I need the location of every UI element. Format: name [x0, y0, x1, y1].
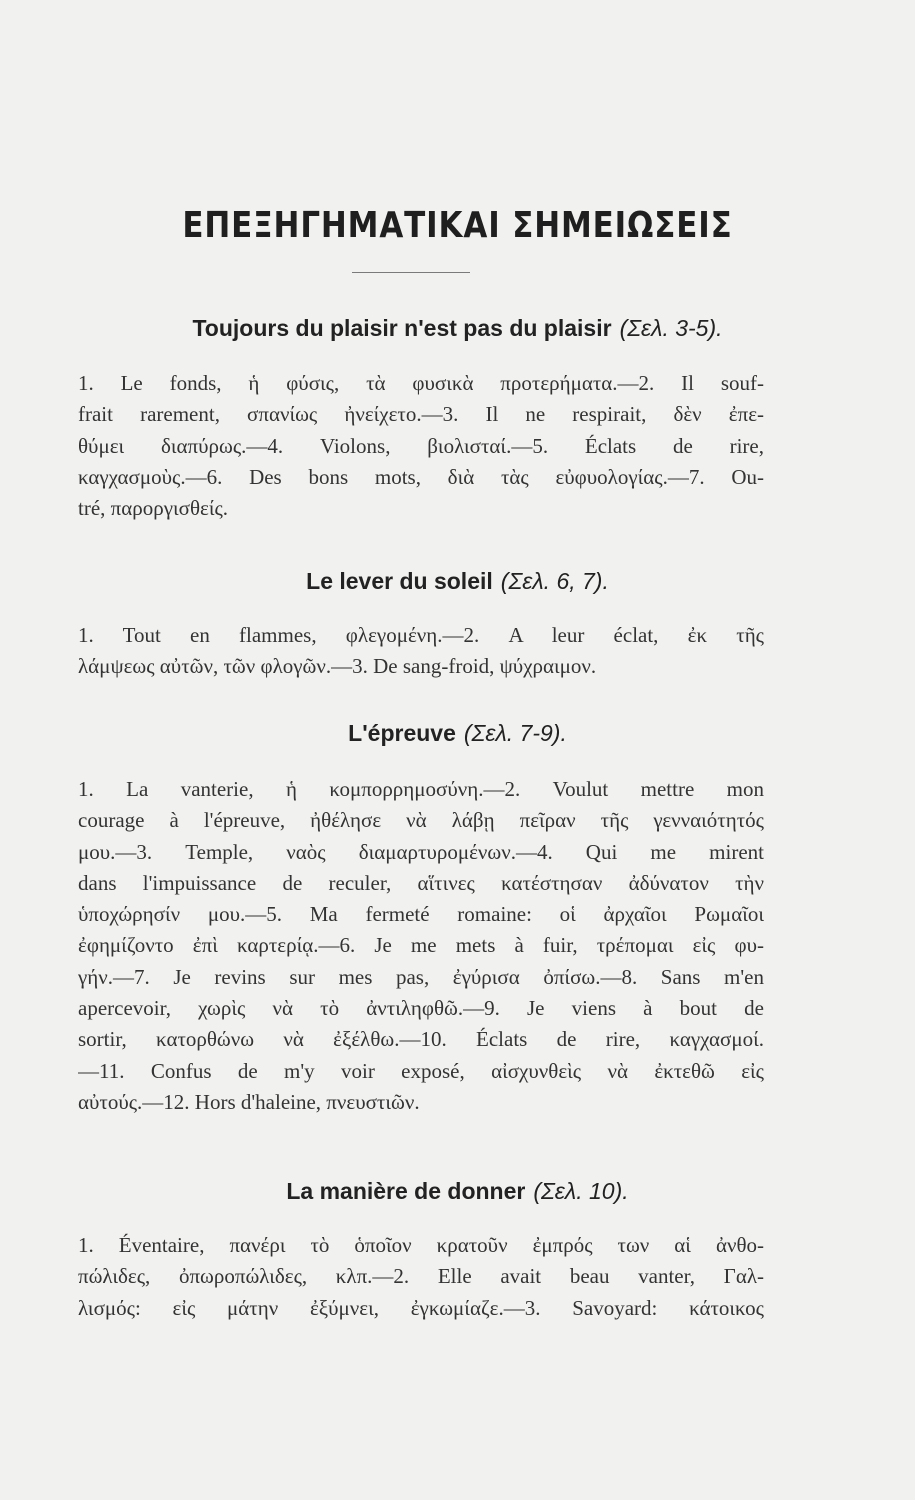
text-line: 1. La vanterie, ἡ κομπορρημοσύνη.—2. Voulut mettre mon: [78, 777, 764, 801]
text-line: dans l'impuissance de reculer, αἵτινες κατέστησαν ἀδύνατον τὴν: [78, 870, 764, 895]
text-line: —11. Confus de m'y voir exposé, αἰσχυνθεὶς νὰ ἐκτεθῶ εἰς: [78, 1058, 764, 1083]
section-body-3: [78, 774, 764, 1118]
text-line: λισμός: εἰς μάτην ἐξύμνει, ἐγκωμίαζε.—3. Savoyard: κάτοικος: [78, 1295, 764, 1320]
text-line: ὑποχώρησίν μου.—5. Ma fermeté romaine: οἱ ἀρχαῖοι Ρωμαῖοι: [78, 902, 764, 927]
text-line: 1. Tout en flammes, φλεγομένη.—2. A leur éclat, ἐκ τῆς: [78, 623, 764, 647]
section-heading-2: [0, 568, 915, 595]
section-heading-text: L'épreuve: [348, 720, 456, 746]
section-body-1: [78, 368, 764, 524]
section-heading-text: La manière de donner: [286, 1178, 526, 1204]
section-heading-4: [0, 1178, 915, 1205]
section-heading-3: [0, 720, 915, 747]
text-line: ἐφημίζοντο ἐπὶ καρτερίᾳ.—6. Je me mets à fuir, τρέπομαι εἰς φυ-: [78, 933, 764, 958]
text-line: μου.—3. Temple, ναὸς διαμαρτυρομένων.—4. Qui me mirent: [78, 839, 764, 864]
section-heading-1: [0, 315, 915, 342]
section-heading-text: Le lever du soleil: [306, 568, 493, 594]
text-line: frait rarement, σπανίως ἠνείχετο.—3. Il ne respirait, δὲν ἐπε-: [78, 402, 764, 427]
text-line: apercevoir, χωρὶς νὰ τὸ ἀντιληφθῶ.—9. Je viens à bout de: [78, 996, 764, 1021]
text-line: αὐτούς.—12. Hors d'haleine, πνευστιῶν.: [78, 1089, 420, 1114]
text-line: λάμψεως αὐτῶν, τῶν φλογῶν.—3. De sang-froid, ψύχραιμον.: [78, 654, 597, 679]
section-body-4: [78, 1230, 764, 1324]
section-heading-text: Toujours du plaisir n'est pas du plaisir: [192, 315, 612, 341]
text-line: πώλιδες, ὀπωροπώλιδες, κλπ.—2. Elle avait beau vanter, Γαλ-: [78, 1264, 764, 1289]
section-page-ref: (Σελ. 10).: [533, 1178, 629, 1204]
text-line: courage à l'épreuve, ἠθέλησε νὰ λάβῃ πεῖραν τῆς γενναιότητός: [78, 808, 764, 833]
section-body-2: [78, 620, 764, 683]
title-divider: [352, 272, 470, 273]
section-page-ref: (Σελ. 6, 7).: [500, 568, 609, 594]
section-page-ref: (Σελ. 7-9).: [463, 720, 567, 746]
text-line: καγχασμοὺς.—6. Des bons mots, διὰ τὰς εὐφυολογίας.—7. Ou-: [78, 464, 764, 489]
text-line: sortir, κατορθώνω νὰ ἐξέλθω.—10. Éclats de rire, καγχασμοί.: [78, 1027, 764, 1052]
page-title: ΕΠΕΞΗΓΗΜΑΤΙΚΑΙ ΣΗΜΕΙΩΣΕΙΣ: [182, 205, 733, 246]
text-line: θύμει διαπύρως.—4. Violons, βιολισταί.—5. Éclats de rire,: [78, 433, 764, 458]
text-line: 1. Éventaire, πανέρι τὸ ὁποῖον κρατοῦν ἐμπρός των αἱ ἀνθο-: [78, 1233, 764, 1257]
text-line: γήν.—7. Je revins sur mes pas, ἐγύρισα ὀπίσω.—8. Sans m'en: [78, 964, 764, 989]
section-page-ref: (Σελ. 3-5).: [619, 315, 723, 341]
text-line: 1. Le fonds, ἡ φύσις, τὰ φυσικὰ προτερήματα.—2. Il souf-: [78, 371, 764, 395]
text-line: tré, παροργισθείς.: [78, 496, 229, 521]
